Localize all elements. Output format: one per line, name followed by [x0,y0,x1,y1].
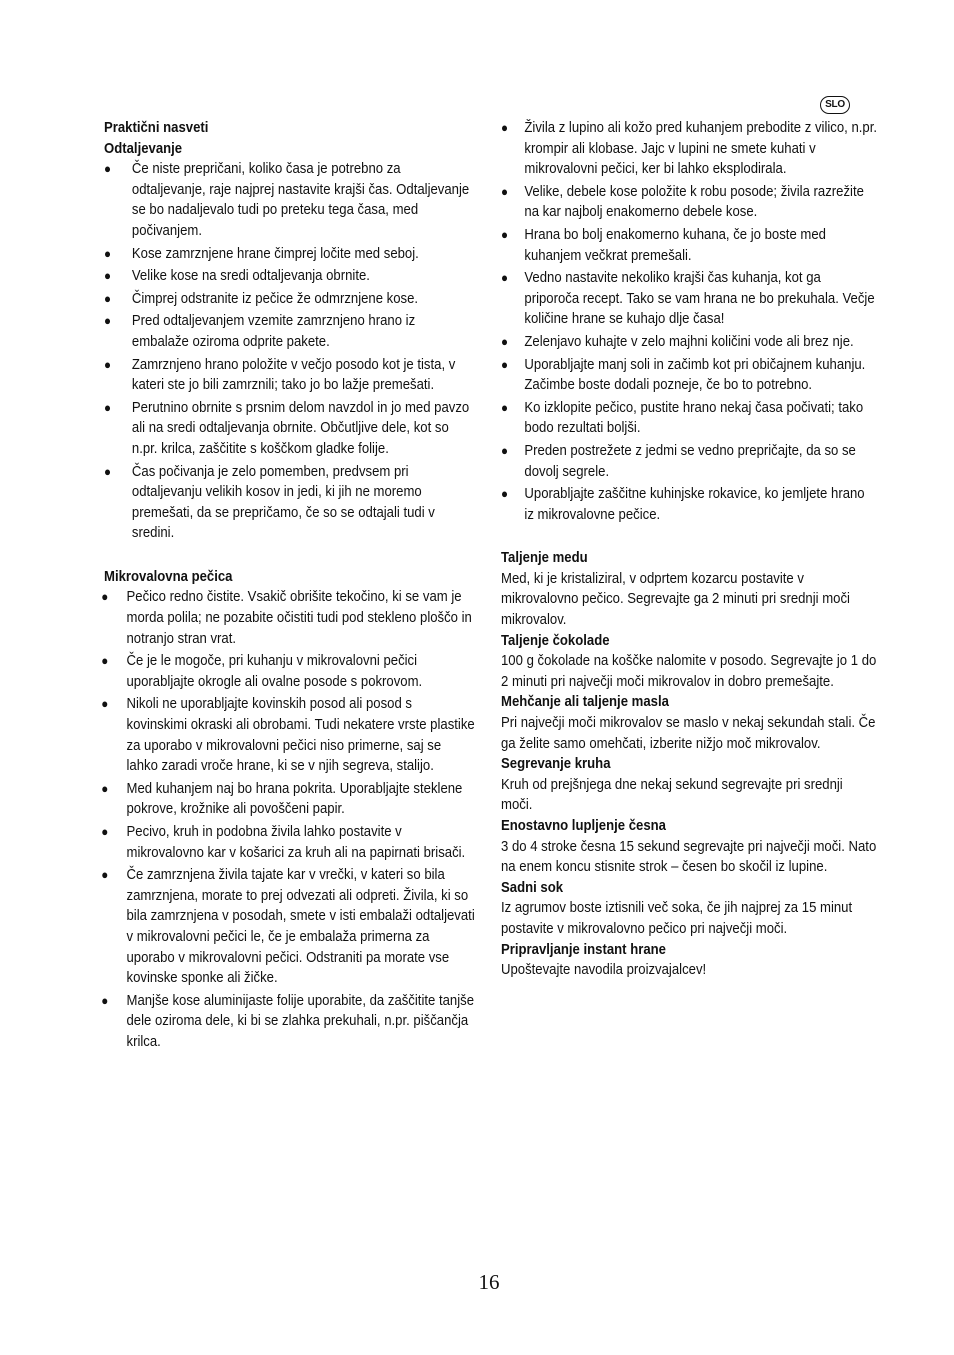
list-item: ● Velike kose na sredi odtaljevanja obrnite. [104,266,475,287]
bullet-icon: ● [501,442,509,458]
list-item: ● Pečico redno čistite. Vsakič obrišite tekočino, ki se vam je morda polila; ne pozabite očistiti tudi pod stekleno ploščo in notranjo stran vrat. [101,589,472,647]
list-item: ● Perutnino obrnite s prsnim delom navzdol in jo med pavzo ali na sredi odtaljevanja obrnite. Občutljive dele, kot so n.pr. krilca, zaščitite s koščkom gladke folije. [104,399,470,457]
bullet-icon: ● [104,356,112,372]
bullet-icon: ● [104,268,112,284]
list-item: ● Ko izklopite pečico, pustite hrano nekaj časa počivati; tako bodo rezultati boljši. [501,399,864,437]
bullet-icon: ● [101,780,109,796]
section-text: Iz agrumov boste iztisnili več soka, če jih najprej za 15 minut postavite v mikrovalovno pečico pri največji moči. [501,900,853,937]
section-heading-practical-tips: Praktični nasveti [104,120,209,136]
section-text: Kruh od prejšnjega dne nekaj sekund segrevajte pri srednji moči. [501,776,843,814]
bullet-icon: ● [501,356,509,372]
section-text: Pri največji moči mikrovalov se maslo v nekaj sekundah stali. Če ga želite samo omehčati, izberite nižjo moč mikrovalov. [501,715,876,752]
bullet-icon: ● [104,399,112,415]
list-item: ● Pecivo, kruh in podobna živila lahko postavite v mikrovalovno kar v košarici za kruh ali na papirnati brisači. [101,824,466,861]
list-item: ● Manjše kose aluminijaste folije uporabite, da zaščitite tanjše dele oziroma dele, ki bi se zlahka prekuhali, n.pr. piščančja krilca. [101,992,475,1050]
section-heading-microwave: Mikrovalovna pečica [104,568,233,585]
left-column [101,118,475,1055]
bullet-icon: ● [501,399,509,415]
page-number: 16 [478,1270,500,1294]
bullet-icon: ● [101,867,109,883]
list-item: ● Če niste prepričani, koliko časa je potrebno za odtaljevanje, raje najprej nastavite krajši čas. Odtaljevanje se bo nadaljevalo tudi po preteku tega časa, med počivanjem. [104,161,470,239]
microwave-list [101,587,475,1052]
section-text: 3 do 4 stroke česna 15 sekund segrevajte pri največji moči. Nato na enem koncu stisnite strok – česen bo skočil iz lupine. [501,838,877,876]
bullet-icon: ● [501,226,509,242]
section-heading-softening-butter: Mehčanje ali taljenje masla [501,694,669,711]
list-item: ● Nikoli ne uporabljajte kovinskih posod ali posod s kovinskimi okraski ali obrobami. Tudi nekatere vrste plastike za uporabo v mikrovalovni pečici niso primerne, saj se lahko zaradi vroče hrane, ki se v njih segreva, stalijo. [101,696,475,775]
list-item: ● Zamrznjeno hrano položite v večjo posodo kot je tista, v kateri ste jo bili zamrznili; tako jo bo lažje premešati. [104,356,456,394]
list-item: ● Velike, debele kose položite k robu posode; živila razrežite na kar najbolj enakomerno debele kose. [501,183,864,221]
section-text: 100 g čokolade na koščke nalomite v posodo. Segrevajte jo 1 do 2 minuti pri največji moči mikrovalov in dobro premešajte. [501,653,877,690]
list-item: ● Kose zamrznjene hrane čimprej ločite med seboj. [104,244,475,265]
language-badge: SLO [820,96,850,114]
list-item: ● Med kuhanjem naj bo hrana pokrita. Uporabljajte steklene pokrove, krožnike ali povoščeni papir. [101,780,463,818]
bullet-icon: ● [101,653,109,669]
bullet-icon: ● [501,183,509,199]
list-item: ● Uporabljajte zaščitne kuhinjske rokavice, ko jemljete hrano iz mikrovalovne pečice. [501,486,865,523]
bullet-icon: ● [501,270,509,286]
bullet-icon: ● [101,589,109,605]
bullet-icon: ● [101,696,109,712]
list-item: ● Čas počivanja je zelo pomemben, predvsem pri odtaljevanju velikih kosov in jedi, ki jih ne moremo premešati, da se prepričamo, če so se odtajali tudi v sredini. [104,463,435,542]
list-item: ● Pred odtaljevanjem vzemite zamrznjeno hrano iz embalaže oziroma odprite pakete. [104,313,416,350]
bullet-icon: ● [501,120,509,135]
bullet-icon: ● [104,463,112,479]
bullet-icon: ● [104,290,112,306]
section-heading-peeling-garlic: Enostavno lupljenje česna [501,818,666,834]
section-text: Med, ki je kristaliziral, v odprtem kozarcu postavite v mikrovalovno pečico. Segrevajte ga 2 minuti pri srednji moči mikrovalov. [501,570,850,629]
section-heading-melting-honey: Taljenje medu [501,550,588,567]
bullet-icon: ● [501,486,509,502]
section-heading-instant-food: Pripravljanje instant hrane [501,941,666,958]
bullet-icon: ● [501,333,509,349]
bullet-icon: ● [104,245,112,261]
list-item: ● Vedno nastavite nekoliko krajši čas kuhanja, kot ga priporoča recept. Tako se vam hrana ne bo prekuhala. Večje količine hrane se kuhajo dlje časa! [501,270,875,328]
list-item: ● Zelenjavo kuhajte v zelo majhni količini vode ali brez nje. [501,332,877,353]
list-item: ● Čimprej odstranite iz pečice že odmrznjene kose. [104,289,475,310]
thawing-list [104,159,475,544]
list-item: ● Če je le mogoče, pri kuhanju v mikrovalovni pečici uporabljajte okrogle ali ovalne posode s pokrovom. [101,653,423,690]
bullet-icon: ● [101,992,109,1008]
section-heading-warming-bread: Segrevanje kruha [501,756,611,773]
bullet-icon: ● [104,161,112,177]
section-heading-fruit-juice: Sadni sok [501,879,564,896]
section-heading-thawing: Odtaljevanje [104,140,183,157]
list-item: ● Če zamrznjena živila tajate kar v vrečki, v kateri so bila zamrznjena, morate to prej odvezati ali odpreti. Živila, ki so bila zamrznjena v posodah, smete v isti embalaži odtaljevati v mikrovalovni pečici le, če je embalaža primerna za uporabo v mikrovalovni pečici. Odstraniti pa morate vse kovinske sponke ali žičke. [101,867,475,987]
right-column [501,118,877,981]
bullet-icon: ● [101,824,109,839]
list-item: ● Uporabljajte manj soli in začimb kot pri običajnem kuhanju. Začimbe boste dodali pozneje, če bo to potrebno. [501,356,866,394]
list-item: ● Preden postrežete z jedmi se vedno prepričajte, da so se dovolj segrele. [501,442,856,480]
microwave-tips-list [501,118,877,525]
section-text: Upoštevajte navodila proizvajalcev! [501,962,707,979]
list-item: ● Živila z lupino ali kožo pred kuhanjem prebodite z vilico, n.pr. krompir ali klobase. Jajc v lupini ne smete kuhati v mikrovalovni pečici, ker bi lahko eksplodirala. [501,120,878,178]
section-heading-melting-chocolate: Taljenje čokolade [501,632,610,649]
list-item: ● Hrana bo bolj enakomerno kuhana, če jo boste med kuhanjem večkrat premešali. [501,226,826,264]
bullet-icon: ● [104,313,112,329]
